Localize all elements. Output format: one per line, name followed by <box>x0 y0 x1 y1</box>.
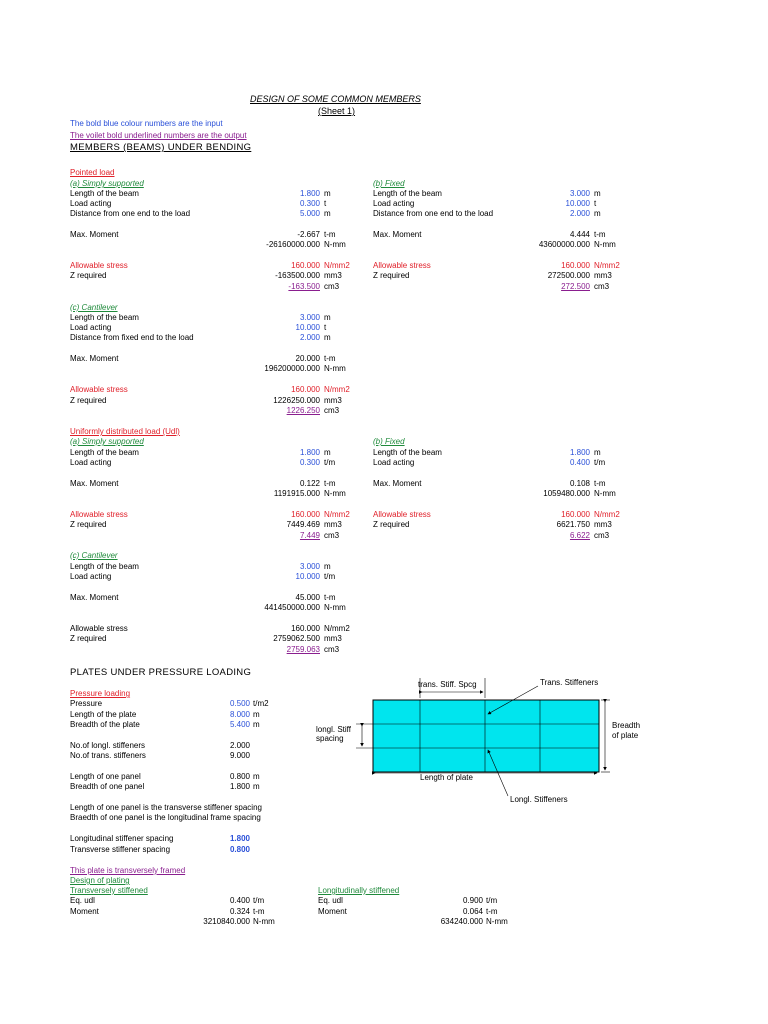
udl-fx-stress-label: Allowable stress <box>373 510 431 519</box>
trans-stiffeners-label: Trans. Stiffeners <box>540 678 599 687</box>
udl-fx-moment-label: Max. Moment <box>373 479 422 488</box>
plate-length-unit: m <box>253 710 260 719</box>
udl-cl-load-label: Load acting <box>70 572 112 581</box>
panel-length-unit: m <box>253 772 260 781</box>
pt-cl-load-value[interactable]: 10.000 <box>295 323 320 332</box>
pt-cl-len-unit: m <box>324 313 331 322</box>
pt-fx-stress-unit: N/mm2 <box>594 261 620 270</box>
udl-cl-stress-label: Allowable stress <box>70 624 128 633</box>
pt-fx-dist-value[interactable]: 2.000 <box>569 209 590 218</box>
lg-moment-nmm-value: 634240.000 <box>440 917 483 926</box>
pressure-loading-heading: Pressure loading <box>70 689 131 698</box>
panel-length-value: 0.800 <box>229 772 250 781</box>
pt-fx-z-cm3-unit: cm3 <box>594 282 610 291</box>
lg-eq-udl-unit: t/m <box>486 896 498 905</box>
pt-ss-len-label: Length of the beam <box>70 189 139 198</box>
tr-moment-unit: t-m <box>253 907 265 916</box>
note-output: The voilet bold underlined numbers are the output <box>70 131 247 140</box>
breadth-label-2: of plate <box>612 731 639 740</box>
tr-eq-udl-value: 0.400 <box>229 896 250 905</box>
pt-cl-len-value[interactable]: 3.000 <box>299 313 320 322</box>
longl-spacing-label-1: longl. Stiff <box>316 725 351 734</box>
pt-cl-z-value: 1226250.000 <box>273 396 320 405</box>
pt-ss-stress-value[interactable]: 160.000 <box>291 261 320 270</box>
udl-fx-stress-unit: N/mm2 <box>594 510 620 519</box>
pt-ss-z-cm3-value: -163.500 <box>288 282 320 291</box>
pt-fx-dist-label: Distance from one end to the load <box>373 209 494 218</box>
length-label: Length of plate <box>420 773 473 782</box>
udl-ss-load-label: Load acting <box>70 458 112 467</box>
pt-ss-load-label: Load acting <box>70 199 112 208</box>
udl-fx-heading: (b) Fixed <box>373 437 405 446</box>
pt-cl-z-cm3-unit: cm3 <box>324 406 340 415</box>
pt-ss-dist-unit: m <box>324 209 331 218</box>
pt-cl-stress-value[interactable]: 160.000 <box>291 385 320 394</box>
pt-fx-dist-unit: m <box>594 209 601 218</box>
pt-cl-heading: (c) Cantilever <box>70 303 118 312</box>
pt-ss-len-value[interactable]: 1.800 <box>299 189 320 198</box>
pt-fx-stress-value[interactable]: 160.000 <box>561 261 590 270</box>
udl-ss-z-unit: mm3 <box>324 520 342 529</box>
udl-cl-moment-value: 45.000 <box>295 593 320 602</box>
pt-cl-load-unit: t <box>324 323 327 332</box>
udl-cl-stress-value[interactable]: 160.000 <box>291 624 320 633</box>
panel-length-label: Length of one panel <box>70 772 141 781</box>
pt-fx-z-cm3-value: 272.500 <box>561 282 590 291</box>
pressure-unit: t/m2 <box>253 699 269 708</box>
udl-ss-len-label: Length of the beam <box>70 448 139 457</box>
udl-fx-len-unit: m <box>594 448 601 457</box>
transversely-stiffened-heading: Transversely stiffened <box>70 886 148 895</box>
udl-cl-len-label: Length of the beam <box>70 562 139 571</box>
lg-moment-nmm-unit: N-mm <box>486 917 508 926</box>
udl-fx-load-unit: t/m <box>594 458 606 467</box>
udl-fx-moment-unit: t-m <box>594 479 606 488</box>
pt-ss-moment-label: Max. Moment <box>70 230 119 239</box>
udl-cl-moment-nmm-value: 441450000.000 <box>264 603 320 612</box>
longl-spacing-label-2: spacing <box>316 734 344 743</box>
pt-cl-stress-unit: N/mm2 <box>324 385 350 394</box>
pt-fx-stress-label: Allowable stress <box>373 261 431 270</box>
tr-moment-nmm-unit: N-mm <box>253 917 275 926</box>
udl-cl-load-unit: t/m <box>324 572 336 581</box>
panel-breadth-unit: m <box>253 782 260 791</box>
udl-fx-z-cm3-value: 6.622 <box>569 531 590 540</box>
pt-cl-dist-value[interactable]: 2.000 <box>299 333 320 342</box>
pt-ss-stress-label: Allowable stress <box>70 261 128 270</box>
pressure-value[interactable]: 0.500 <box>229 699 250 708</box>
note-input: The bold blue colour numbers are the input <box>70 119 223 128</box>
lg-moment-label: Moment <box>318 907 347 916</box>
lg-eq-udl-label: Eq. udl <box>318 896 343 905</box>
udl-ss-moment-nmm-value: 1191915.000 <box>273 489 320 498</box>
pt-cl-moment-unit: t-m <box>324 354 336 363</box>
udl-fx-z-cm3-unit: cm3 <box>594 531 610 540</box>
pt-ss-moment-unit: t-m <box>324 230 336 239</box>
pt-fx-len-unit: m <box>594 189 601 198</box>
longl-stiffeners-label: Longl. Stiffeners <box>510 795 568 804</box>
num-longl-stiff-label: No.of longl. stiffeners <box>70 741 146 750</box>
udl-fx-moment-nmm-value: 1059480.000 <box>543 489 590 498</box>
section-beams-heading: MEMBERS (BEAMS) UNDER BENDING <box>70 142 252 153</box>
udl-cl-z-value: 2759062.500 <box>273 634 320 643</box>
pt-cl-len-label: Length of the beam <box>70 313 139 322</box>
udl-cl-z-cm3-value: 2759.063 <box>286 645 320 654</box>
udl-ss-z-value: 7449.469 <box>286 520 320 529</box>
pt-fx-z-unit: mm3 <box>594 271 612 280</box>
udl-ss-moment-value: 0.122 <box>299 479 320 488</box>
udl-fx-moment-nmm-unit: N-mm <box>594 489 616 498</box>
pt-ss-z-cm3-unit: cm3 <box>324 282 340 291</box>
plate-breadth-label: Breadth of the plate <box>70 720 140 729</box>
pt-ss-heading: (a) Simply supported <box>70 179 144 188</box>
pt-ss-z-value: -163500.000 <box>275 271 320 280</box>
design-plating-heading: Design of plating <box>70 876 130 885</box>
num-trans-stiff-label: No.of trans. stiffeners <box>70 751 146 760</box>
pressure-label: Pressure <box>70 699 103 708</box>
udl-ss-load-value[interactable]: 0.300 <box>299 458 320 467</box>
longl-spacing-label: Longitudinal stiffener spacing <box>70 834 174 843</box>
udl-ss-heading: (a) Simply supported <box>70 437 144 446</box>
udl-ss-stress-value[interactable]: 160.000 <box>291 510 320 519</box>
udl-fx-len-value[interactable]: 1.800 <box>569 448 590 457</box>
tr-eq-udl-label: Eq. udl <box>70 896 95 905</box>
plate-rectangle <box>373 700 599 772</box>
plate-breadth-unit: m <box>253 720 260 729</box>
udl-fx-stress-value[interactable]: 160.000 <box>561 510 590 519</box>
udl-ss-load-unit: t/m <box>324 458 336 467</box>
udl-fx-z-label: Z required <box>373 520 410 529</box>
pt-ss-moment-nmm-unit: N-mm <box>324 240 346 249</box>
pt-fx-load-value[interactable]: 10.000 <box>565 199 590 208</box>
section-plates-heading: PLATES UNDER PRESSURE LOADING <box>70 667 252 678</box>
pt-ss-z-unit: mm3 <box>324 271 342 280</box>
pt-cl-stress-label: Allowable stress <box>70 385 128 394</box>
udl-fx-moment-value: 0.108 <box>569 479 590 488</box>
tr-eq-udl-unit: t/m <box>253 896 265 905</box>
tr-moment-nmm-value: 3210840.000 <box>203 917 250 926</box>
pt-fx-z-value: 272500.000 <box>547 271 590 280</box>
page-title: DESIGN OF SOME COMMON MEMBERS <box>250 94 421 104</box>
udl-ss-stress-unit: N/mm2 <box>324 510 350 519</box>
pt-ss-moment-value: -2.667 <box>297 230 320 239</box>
pt-cl-z-unit: mm3 <box>324 396 342 405</box>
pt-cl-moment-value: 20.000 <box>295 354 320 363</box>
tr-moment-value: 0.324 <box>229 907 250 916</box>
udl-fx-load-label: Load acting <box>373 458 415 467</box>
pt-ss-dist-value[interactable]: 5.000 <box>299 209 320 218</box>
breadth-label-1: Breadth <box>612 721 641 730</box>
udl-ss-z-cm3-value: 7.449 <box>299 531 320 540</box>
udl-ss-moment-label: Max. Moment <box>70 479 119 488</box>
udl-ss-stress-label: Allowable stress <box>70 510 128 519</box>
pt-fx-moment-value: 4.444 <box>569 230 590 239</box>
udl-cl-z-cm3-unit: cm3 <box>324 645 340 654</box>
tr-moment-label: Moment <box>70 907 99 916</box>
pt-cl-moment-label: Max. Moment <box>70 354 119 363</box>
pt-cl-dist-label: Distance from fixed end to the load <box>70 333 194 342</box>
pt-fx-moment-nmm-unit: N-mm <box>594 240 616 249</box>
udl-cl-len-unit: m <box>324 562 331 571</box>
pt-cl-moment-nmm-value: 196200000.000 <box>264 364 320 373</box>
udl-fx-len-label: Length of the beam <box>373 448 442 457</box>
pt-ss-dist-label: Distance from one end to the load <box>70 209 191 218</box>
pt-cl-z-label: Z required <box>70 396 107 405</box>
pt-ss-load-value[interactable]: 0.300 <box>299 199 320 208</box>
pt-ss-load-unit: t <box>324 199 327 208</box>
udl-ss-moment-unit: t-m <box>324 479 336 488</box>
udl-cl-z-label: Z required <box>70 634 107 643</box>
panel-length-note: Length of one panel is the transverse stiffener spacing <box>70 803 262 812</box>
plate-length-value[interactable]: 8.000 <box>229 710 250 719</box>
pt-ss-z-label: Z required <box>70 271 107 280</box>
pt-fx-load-unit: t <box>594 199 597 208</box>
udl-ss-len-unit: m <box>324 448 331 457</box>
udl-heading: Uniformly distributed load (Udl) <box>70 427 180 436</box>
udl-fx-z-unit: mm3 <box>594 520 612 529</box>
trans-spacing-label: Transverse stiffener spacing <box>70 845 171 854</box>
pt-fx-moment-nmm-value: 43600000.000 <box>538 240 590 249</box>
pt-fx-len-label: Length of the beam <box>373 189 442 198</box>
framing-result: This plate is transversely framed <box>70 866 186 875</box>
udl-cl-moment-unit: t-m <box>324 593 336 602</box>
pt-fx-z-label: Z required <box>373 271 410 280</box>
pt-cl-moment-nmm-unit: N-mm <box>324 364 346 373</box>
pt-cl-z-cm3-value: 1226.250 <box>286 406 320 415</box>
sheet-label: (Sheet 1) <box>318 106 356 116</box>
pt-fx-moment-label: Max. Moment <box>373 230 422 239</box>
pt-cl-load-label: Load acting <box>70 323 112 332</box>
udl-ss-z-cm3-unit: cm3 <box>324 531 340 540</box>
longitudinally-stiffened-heading: Longitudinally stiffened <box>318 886 400 895</box>
udl-cl-load-value[interactable]: 10.000 <box>295 572 320 581</box>
udl-fx-load-value[interactable]: 0.400 <box>569 458 590 467</box>
pt-fx-moment-unit: t-m <box>594 230 606 239</box>
longl-spacing-value[interactable]: 1.800 <box>229 834 250 843</box>
udl-ss-moment-nmm-unit: N-mm <box>324 489 346 498</box>
udl-ss-len-value[interactable]: 1.800 <box>299 448 320 457</box>
panel-breadth-label: Breadth of one panel <box>70 782 145 791</box>
udl-cl-len-value[interactable]: 3.000 <box>299 562 320 571</box>
pt-cl-dist-unit: m <box>324 333 331 342</box>
lg-eq-udl-value: 0.900 <box>462 896 483 905</box>
trans-spacing-label: trans. Stiff. Spcg <box>418 680 477 689</box>
pt-fx-load-label: Load acting <box>373 199 415 208</box>
pt-fx-len-value[interactable]: 3.000 <box>569 189 590 198</box>
pt-fx-heading: (b) Fixed <box>373 179 405 188</box>
pt-ss-stress-unit: N/mm2 <box>324 261 350 270</box>
udl-ss-z-label: Z required <box>70 520 107 529</box>
pt-ss-moment-nmm-value: -26160000.000 <box>266 240 320 249</box>
udl-cl-heading: (c) Cantilever <box>70 551 118 560</box>
panel-breadth-note: Braedth of one panel is the longitudinal frame spacing <box>70 813 261 822</box>
udl-cl-moment-nmm-unit: N-mm <box>324 603 346 612</box>
plate-diagram <box>300 670 645 810</box>
udl-cl-z-unit: mm3 <box>324 634 342 643</box>
lg-moment-value: 0.064 <box>462 907 483 916</box>
plate-length-label: Length of the plate <box>70 710 137 719</box>
trans-spacing-value[interactable]: 0.800 <box>229 845 250 854</box>
udl-fx-z-value: 6621.750 <box>556 520 590 529</box>
num-longl-stiff-value: 2.000 <box>229 741 250 750</box>
panel-breadth-value: 1.800 <box>229 782 250 791</box>
plate-breadth-value[interactable]: 5.400 <box>229 720 250 729</box>
udl-cl-stress-unit: N/mm2 <box>324 624 350 633</box>
pt-ss-len-unit: m <box>324 189 331 198</box>
lg-moment-unit: t-m <box>486 907 498 916</box>
pointed-load-heading: Pointed load <box>70 168 115 177</box>
udl-cl-moment-label: Max. Moment <box>70 593 119 602</box>
num-trans-stiff-value: 9.000 <box>229 751 250 760</box>
